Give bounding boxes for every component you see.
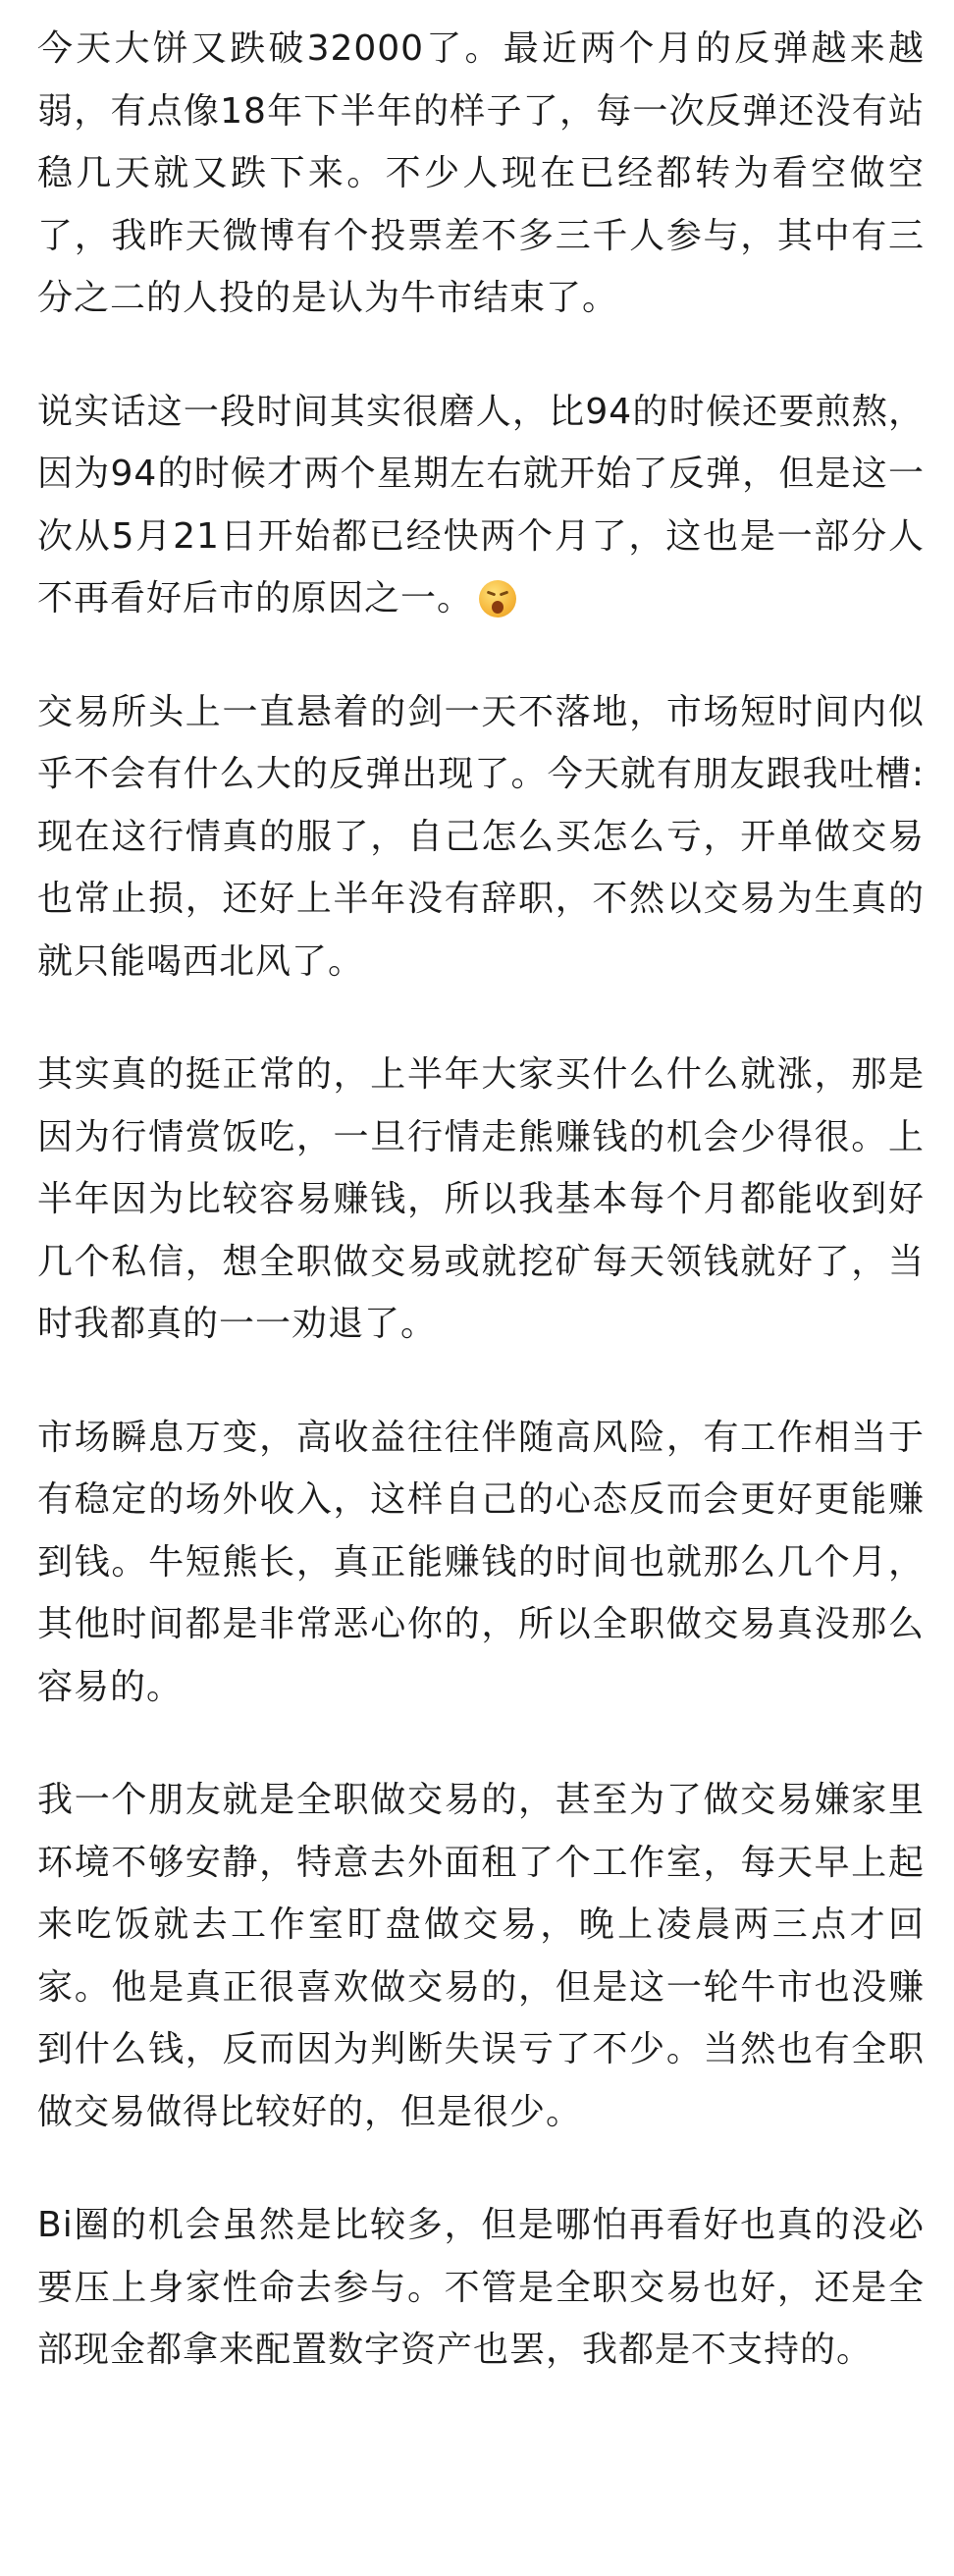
paragraph-6: 我一个朋友就是全职做交易的，甚至为了做交易嫌家里环境不够安静，特意去外面租了个工作室，每天早上起来吃饭就去工作室盯盘做交易，晚上凌晨两三点才回家。他是真正很喜欢做交易的，但是这一轮牛市也没赚到什么钱，反而因为判断失误亏了不少。当然也有全职做交易做得比较好的，但是很少。	[37, 1780, 925, 2132]
paragraph-3: 交易所头上一直悬着的剑一天不落地，市场短时间内似乎不会有什么大的反弹出现了。今天就有朋友跟我吐槽:现在这行情真的服了，自己怎么买怎么亏，开单做交易也常止损，还好上半年没有辞职，不然以交易为生真的就只能喝西北风了。	[37, 691, 925, 982]
paragraph-5: 市场瞬息万变，高收益往往伴随高风险，有工作相当于有稳定的场外收入，这样自己的心态反而会更好更能赚到钱。牛短熊长，真正能赚钱的时间也就那么几个月，其他时间都是非常恶心你的，所以全职做交易真没那么容易的。	[37, 1417, 925, 1707]
paragraph-1: 今天大饼又跌破32000了。最近两个月的反弹越来越弱，有点像18年下半年的样子了，每一次反弹还没有站稳几天就又跌下来。不少人现在已经都转为看空做空了，我昨天微博有个投票差不多三千人参与，其中有三分之二的人投的是认为牛市结束了。	[37, 28, 925, 318]
paragraph-4: 其实真的挺正常的，上半年大家买什么什么就涨，那是因为行情赏饭吃，一旦行情走熊赚钱的机会少得很。上半年因为比较容易赚钱，所以我基本每个月都能收到好几个私信，想全职做交易或就挖矿每天领钱就好了，当时我都真的一一劝退了。	[37, 1054, 925, 1344]
sweat-face-emoji-icon	[479, 580, 516, 617]
paragraph-7: Bi圈的机会虽然是比较多，但是哪怕再看好也真的没必要压上身家性命去参与。不管是全职交易也好，还是全部现金都拿来配置数字资产也罢，我都是不支持的。	[37, 2205, 925, 2370]
paragraph-2-text: 说实话这一段时间其实很磨人，比94的时候还要煎熬，因为94的时候才两个星期左右就开始了反弹，但是这一次从5月21日开始都已经快两个月了，这也是一部分人不再看好后市的原因之一。	[37, 391, 925, 618]
paragraph-2	[37, 381, 925, 630]
